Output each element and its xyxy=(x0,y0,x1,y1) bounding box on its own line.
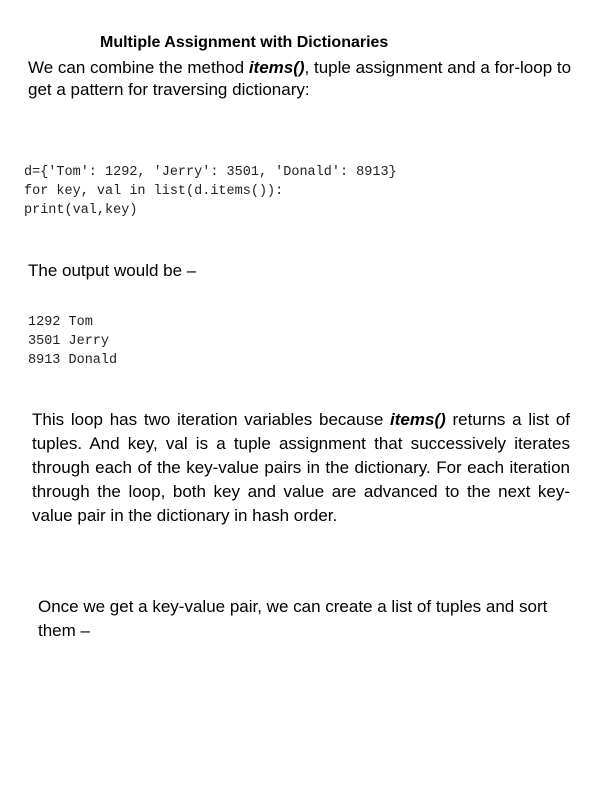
code-line: for key, val in list(d.items()): xyxy=(24,184,284,199)
output-line: 1292 Tom xyxy=(28,315,93,330)
explanation-paragraph xyxy=(32,408,570,528)
intro-method-name: items() xyxy=(248,58,305,77)
explanation-method-name: items() xyxy=(390,410,446,429)
output-line: 3501 Jerry xyxy=(28,334,110,349)
code-block xyxy=(24,163,397,220)
code-line: print(val,key) xyxy=(24,203,138,218)
intro-text-before: We can combine the method xyxy=(28,58,249,77)
output-line: 8913 Donald xyxy=(28,353,118,368)
closing-paragraph: Once we get a key-value pair, we can create a list of tuples and sort them – xyxy=(38,597,548,640)
intro-paragraph xyxy=(28,57,588,101)
code-line: d={'Tom': 1292, 'Jerry': 3501, 'Donald': 8913} xyxy=(24,165,397,180)
output-label: The output would be – xyxy=(28,261,197,280)
page-title: Multiple Assignment with Dictionaries xyxy=(100,34,389,51)
intro-text-after: , tuple assignment and a for-loop to get a pattern for traversing dictionary: xyxy=(28,58,572,99)
explanation-text-before: This loop has two iteration variables because xyxy=(32,410,391,429)
output-block xyxy=(28,313,117,370)
explanation-text-after: returns a list of tuples. And key, val is a tuple assignment that successively iterates through each of the key-value pairs in the dictionary. For each iteration through the loop, both key and value are advanced to the next key-value pair in the dictionary in hash order. xyxy=(32,410,571,525)
